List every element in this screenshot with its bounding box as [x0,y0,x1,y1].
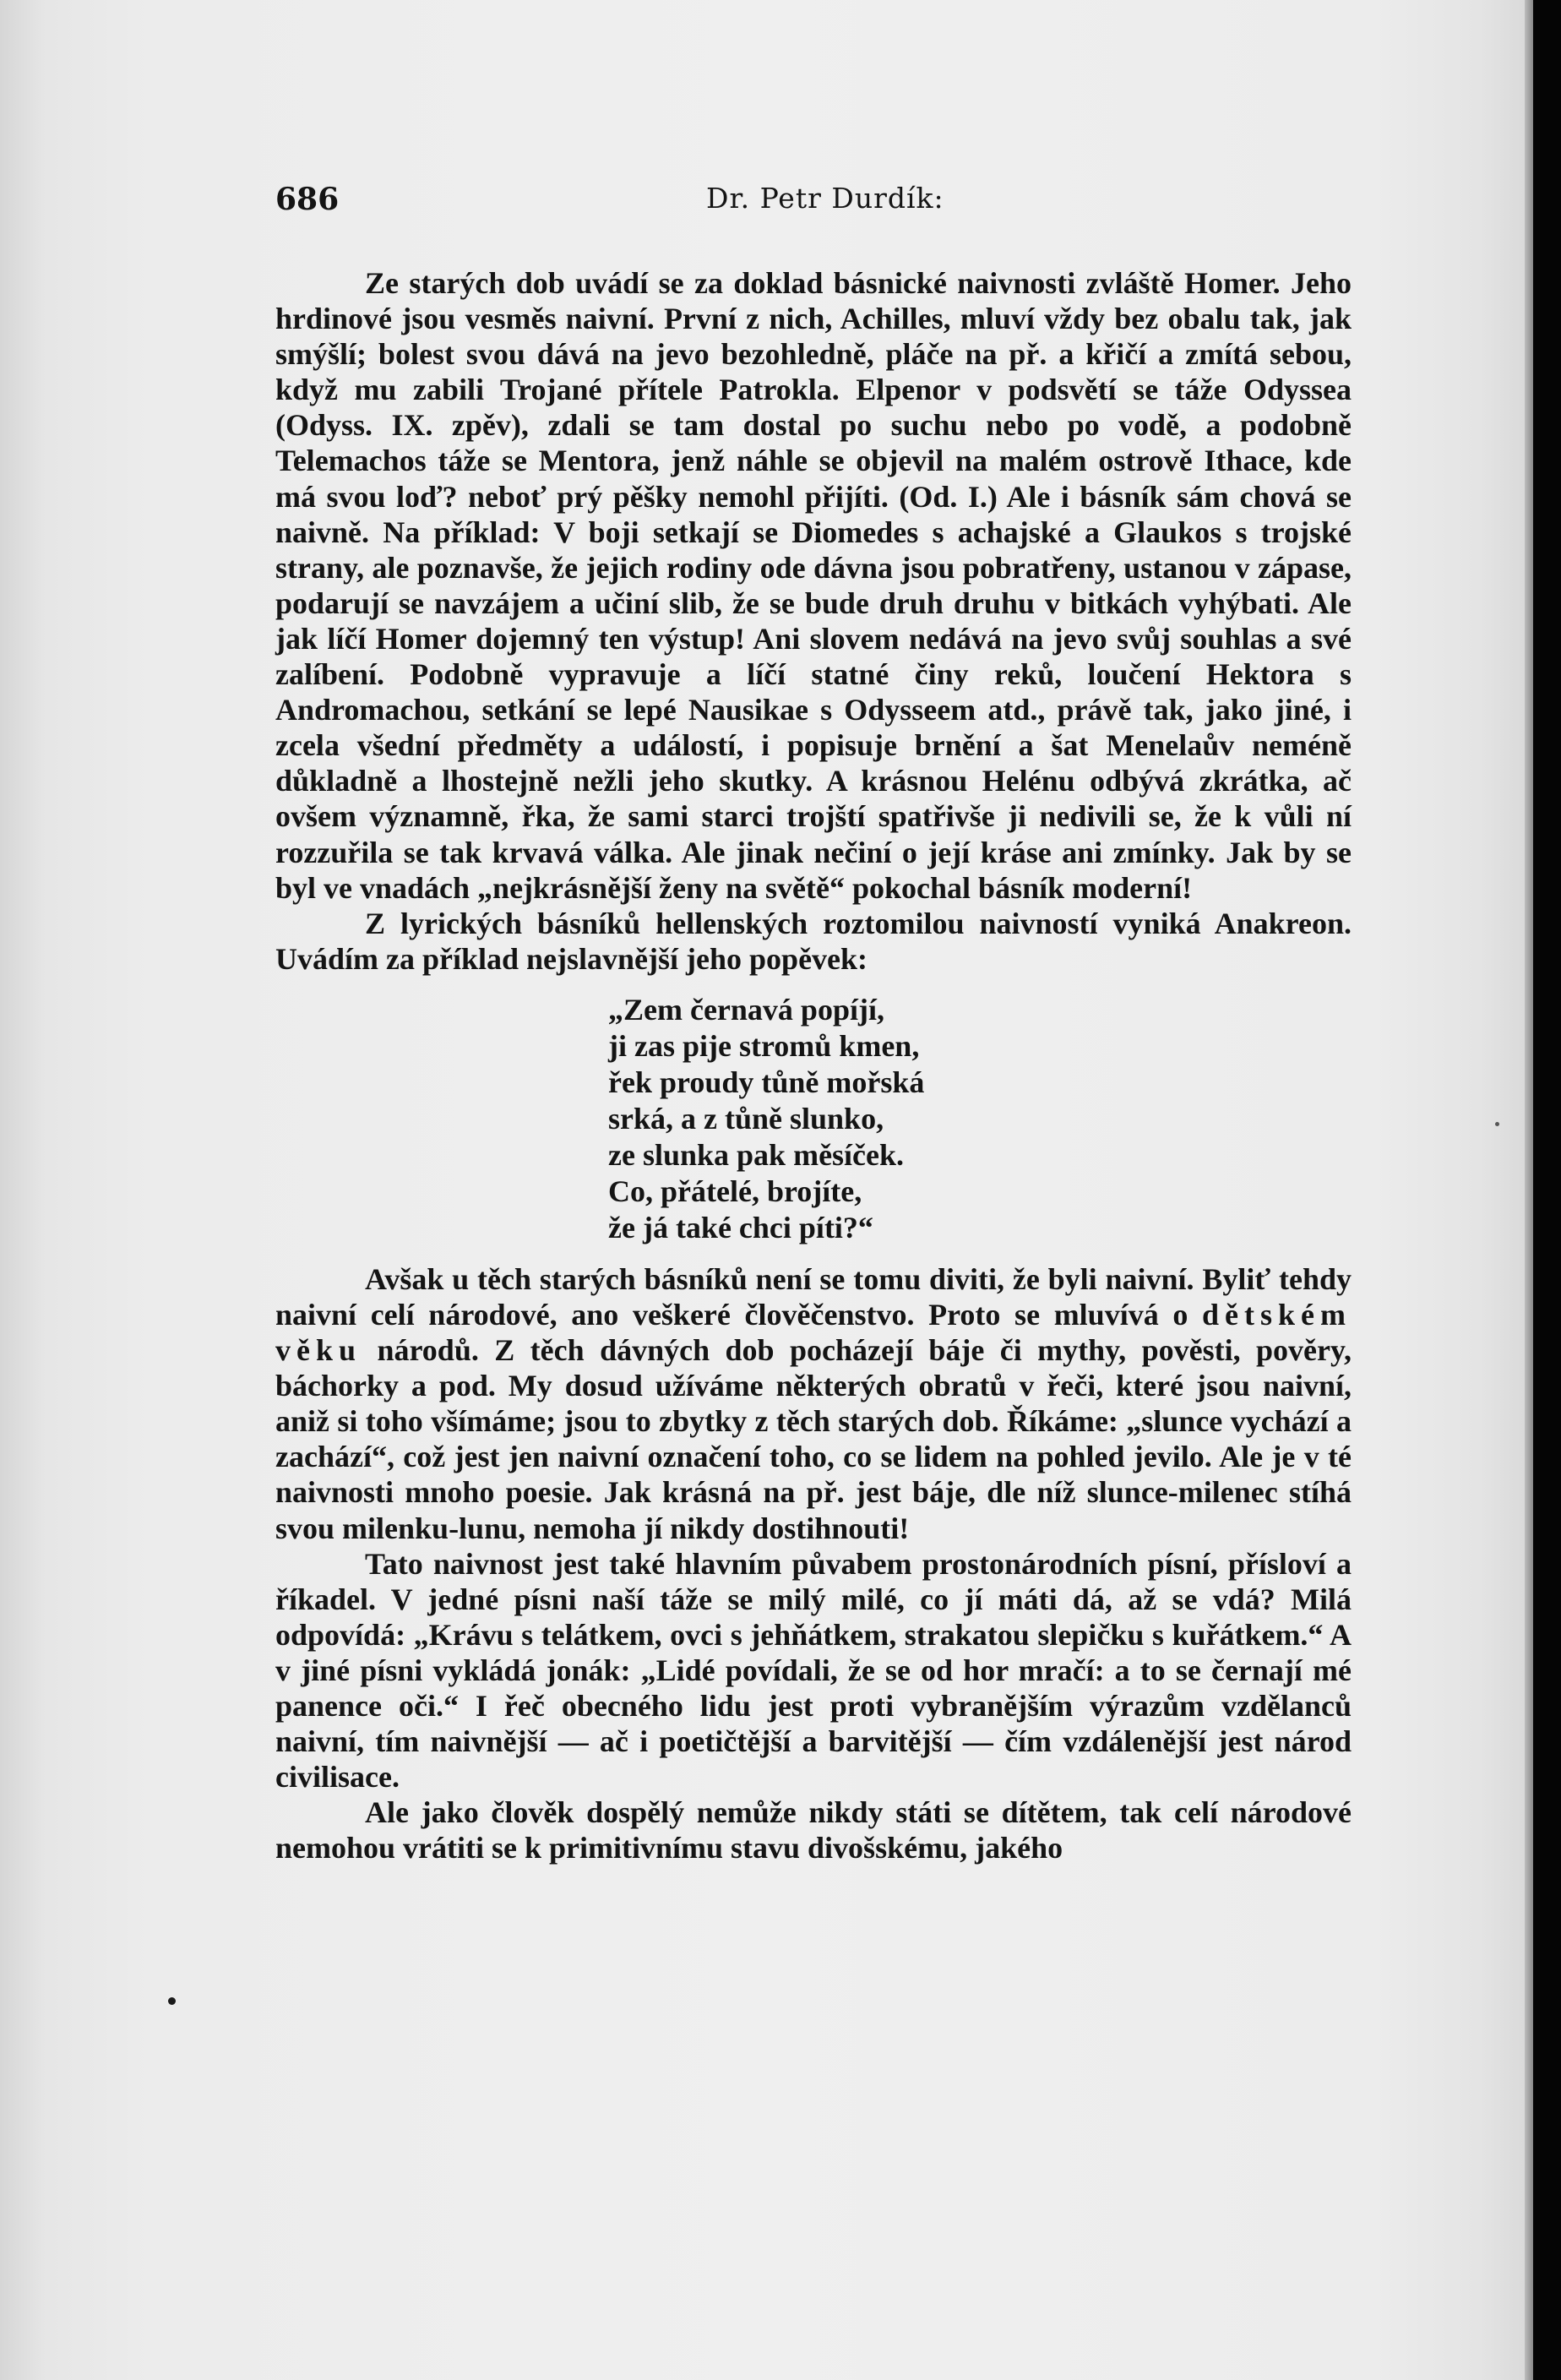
poem-quote [608,992,1352,1246]
spaced-emphasis: dětském věku [275,1297,1352,1368]
poem-line: že já také chci píti?“ [608,1210,873,1244]
page-edge-shadow [1525,0,1533,2380]
poem-line: ze slunka pak měsíček. [608,1137,905,1172]
poem-line: řek proudy tůně mořská [608,1065,925,1099]
paragraph-childhood-of-nations [275,1261,1352,1546]
paragraph-adult-analogy: Ale jako člověk dospělý nemůže nikdy státi se dítětem, tak celí národové nemohou vrátiti se k primitivnímu stavu divošskému, jakého [275,1795,1352,1865]
poem-line: „Zem černavá popíjí, [608,992,884,1027]
poem-line: srká, a z tůně slunko, [608,1101,884,1136]
ink-speck [1495,1122,1499,1126]
paragraph-text-part: Avšak u těch starých básníků není se tomu diviti, že byli naivní. Byliť tehdy naivní celí národové, ano veškeré člověčenstvo. Proto se mluvívá o [275,1261,1352,1332]
ink-speck [168,1997,176,2005]
paragraph-folk-songs: Tato naivnost jest také hlavním půvabem prostonárodních písní, přísloví a říkadel. V jedné písni naší táže se milý milé, co jí máti dá, až se vdá? Milá odpovídá: „Krávu s telátkem, ovci s jehňátkem, strakatou slepičku s kuřátkem.“ A v jiné písni vykládá jonák: „Lidé povídali, že se od hor mračí: a to se černají mé panence oči.“ I řeč obecného lidu jest proti vybranějším výrazům vzdělanců naivní, tím naivnější — ač i poetičtější a barvitější — čím vzdálenější jest národ civilisace. [275,1546,1352,1795]
body-text [275,265,1352,1865]
paragraph-anakreon: Z lyrických básníků hellenských roztomilou naivností vyniká Anakreon. Uvádím za příklad nejslavnější jeho popěvek: [275,906,1352,976]
paragraph-homer: Ze starých dob uvádí se za doklad básnické naivnosti zvláště Homer. Jeho hrdinové jsou vesměs naivní. První z nich, Achilles, mluví vždy bez obalu tak, jak smýšlí; bolest svou dává na jevo bezohledně, pláče na př. a křičí a zmítá sebou, když mu zabili Trojané přítele Patrokla. Elpenor v podsvětí se táže Odyssea (Odyss. IX. zpěv), zdali se tam dostal po suchu nebo po vodě, a podobně Telemachos táže se Mentora, jenž náhle se objevil na malém ostrově Ithace, kde má svou loď? neboť prý pěšky nemohl přijíti. (Od. I.) Ale i básník sám chová se naivně. Na příklad: V boji setkají se Diomedes s achajské a Glaukos s trojské strany, ale poznavše, že jejich rodiny ode dávna jsou pobratřeny, ustanou v zápase, podarují se navzájem a učiní slib, že se bude druh druhu v bitkách vyhýbati. Ale jak líčí Homer dojemný ten výstup! Ani slovem nedává na jevo svůj souhlas a své zalíbení. Podobně vypravuje a líčí statné činy reků, loučení Hektora s Andromachou, setkání se lepé Nausikae s Odysseem atd., právě tak, jako jiné, i zcela všední předměty a událostí, i popisuje brnění a šat Menelaův neméně důkladně a lhostejně nežli jeho skutky. A krásnou Helénu odbývá zkrátka, ač ovšem významně, řka, že sami starci trojští spatřivše ji nedivili se, že k vůli ní rozzuřila se tak krvavá válka. Ale jinak nečiní o její kráse ani zmínky. Jak by se byl ve vnadách „nejkrásnější ženy na světě“ pokochal básník moderní! [275,266,1352,905]
running-head-author: Dr. Petr Durdík: [706,182,944,215]
poem-line: Co, přátelé, brojíte, [608,1174,862,1208]
book-page [275,173,1352,1865]
running-head [275,173,1352,224]
page-number: 686 [275,182,340,217]
paragraph-text-part: národů. Z těch dávných dob pocházejí báje či mythy, pověsti, pověry, báchorky a pod. My dosud užíváme některých obratů v řeči, které jsou naivní, aniž si toho všímáme; jsou to zbytky z těch starých dob. Říkáme: „slunce vychází a zachází“, což jest jen naivní označení toho, co se lidem na pohled jevilo. Ale je v té naivnosti mnoho poesie. Jak krásná na př. jest báje, dle níž slunce-milenec stíhá svou milenku-lunu, nemoha jí nikdy dostihnouti! [275,1333,1352,1545]
scan-gutter [1533,0,1561,2380]
poem-line: ji zas pije stromů kmen, [608,1028,920,1063]
